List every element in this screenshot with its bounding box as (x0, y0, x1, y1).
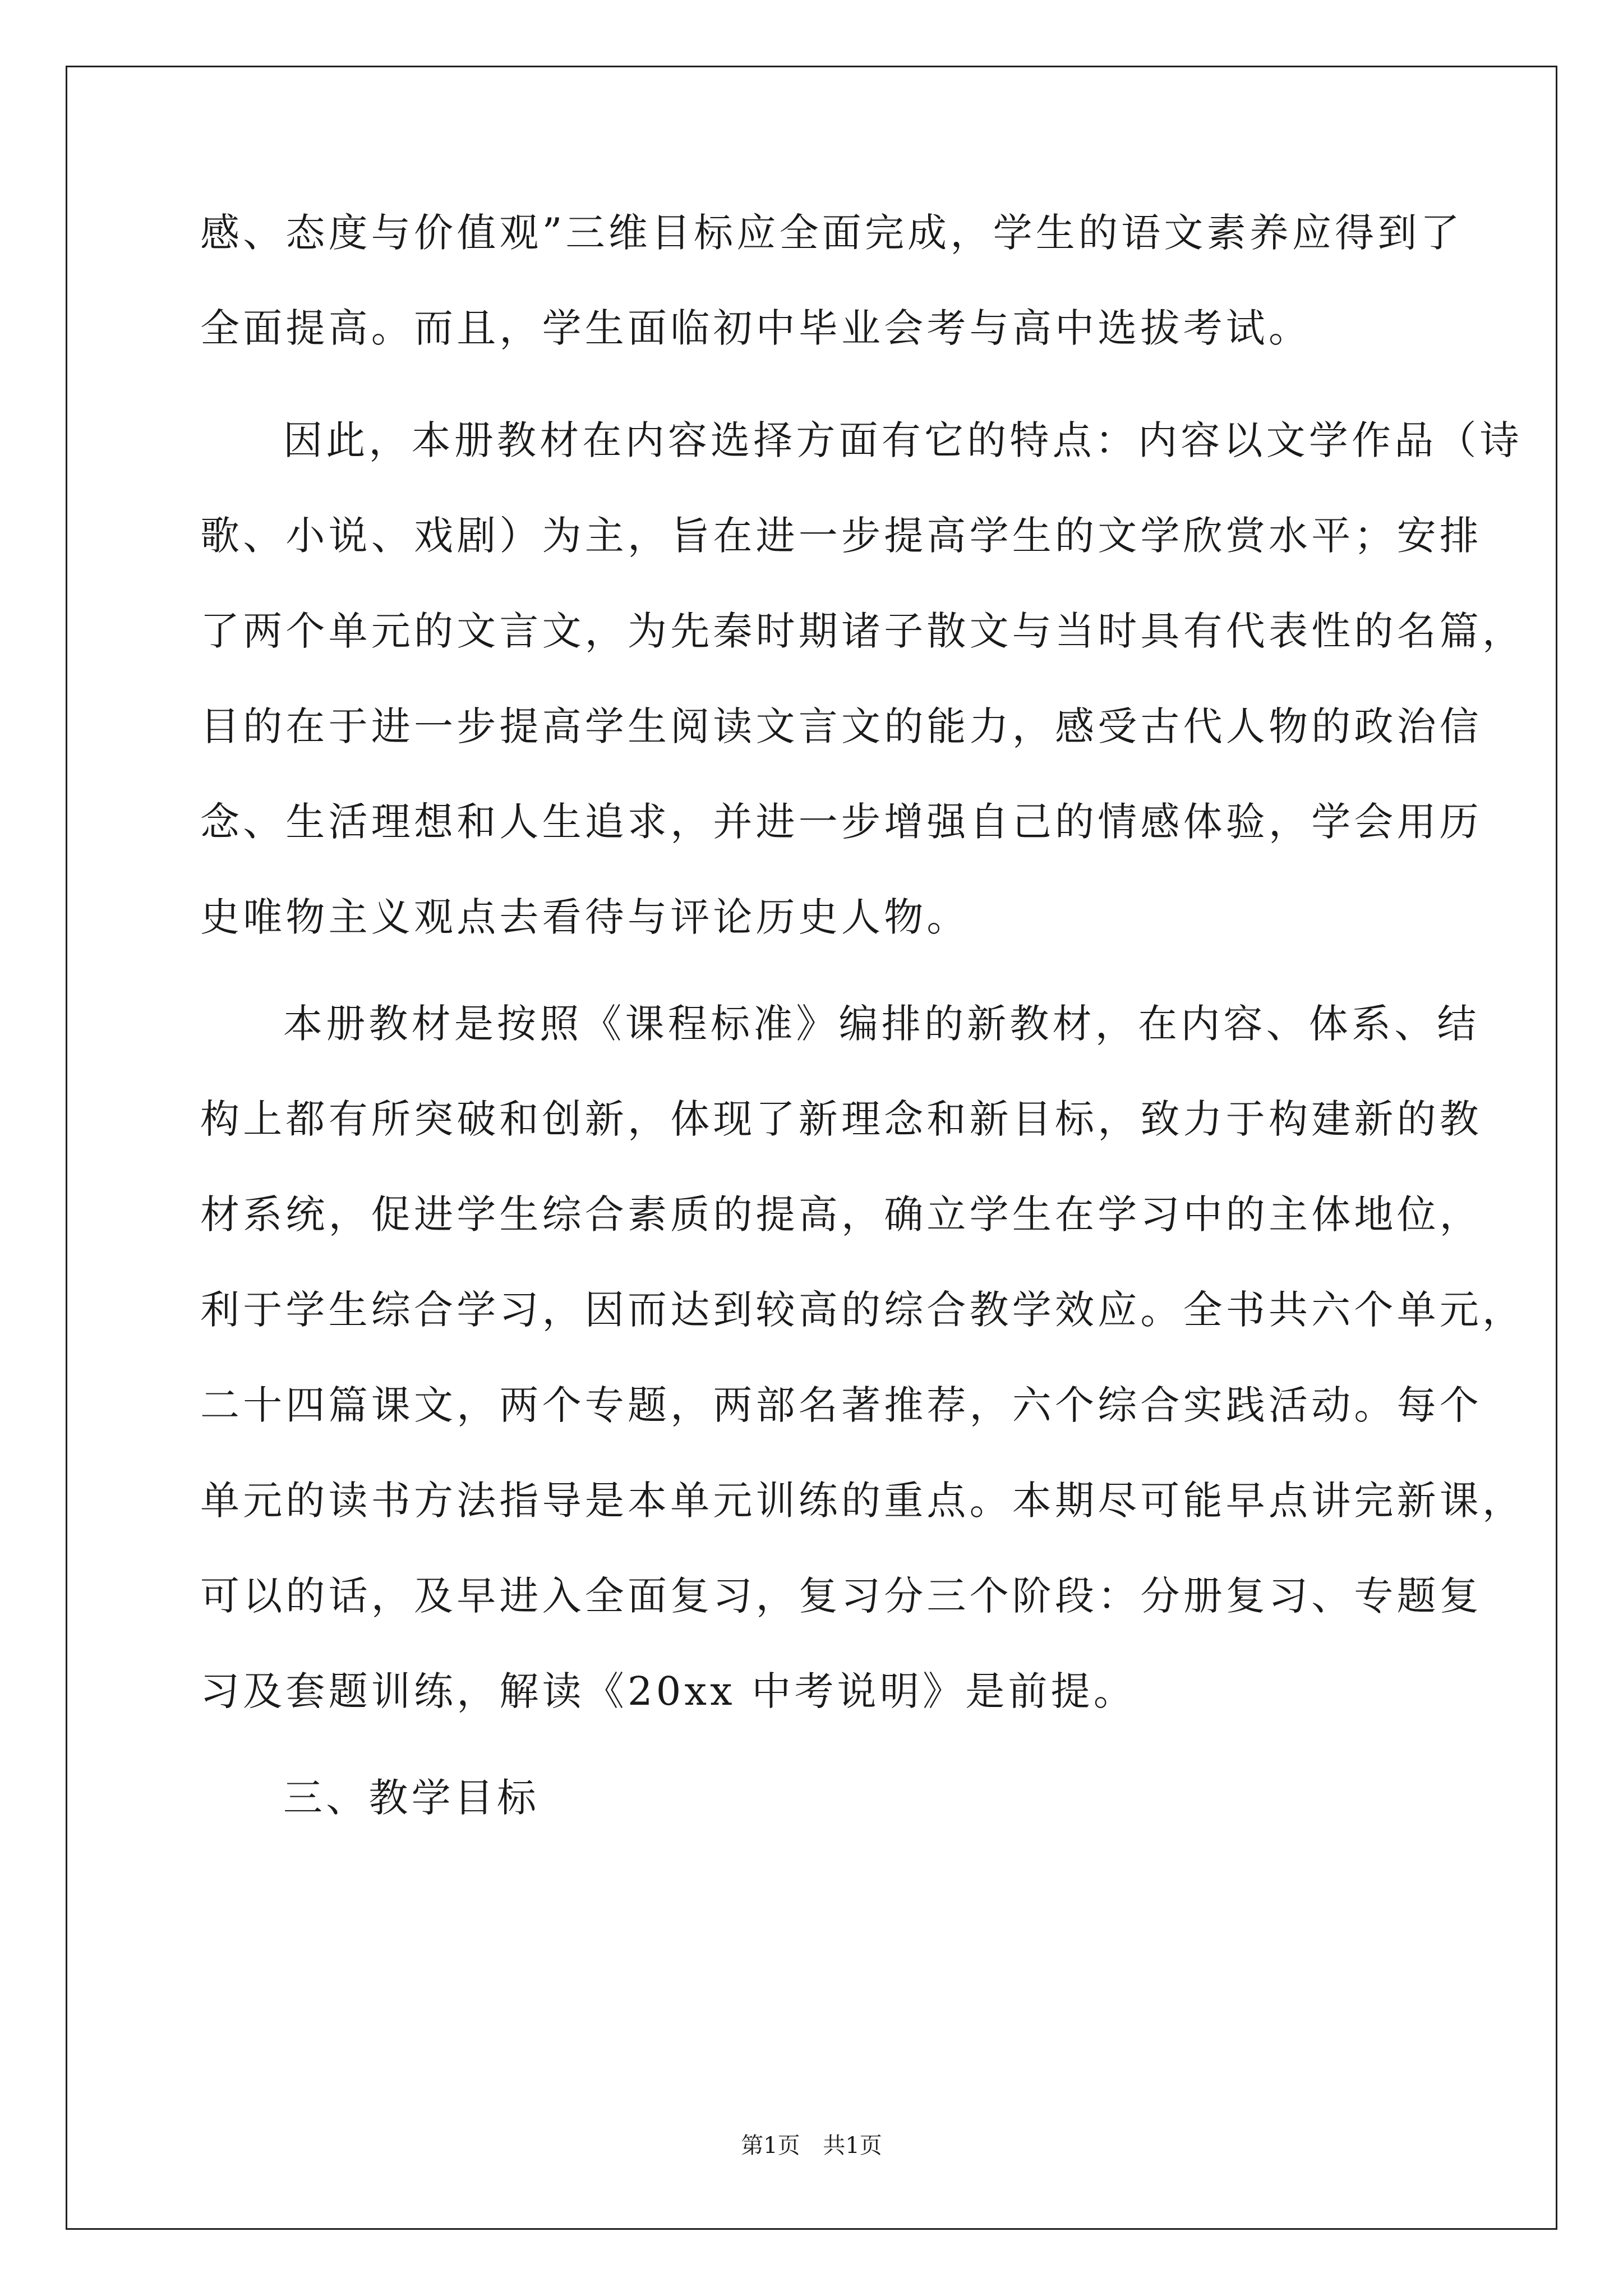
text-line: 感、态度与价值观”三维目标应全面完成，学生的语文素养应得到了 (200, 210, 1463, 256)
text-line: 全面提高。而且，学生面临初中毕业会考与高中选拔考试。 (200, 305, 1312, 351)
text-line: 了两个单元的文言文，为先秦时期诸子散文与当时具有代表性的名篇， (200, 608, 1525, 654)
paragraph-start-line: 因此，本册教材在内容选择方面有它的特点：内容以文学作品（诗 (283, 417, 1523, 463)
text-line: 目的在于进一步提高学生阅读文言文的能力，感受古代人物的政治信 (200, 703, 1482, 749)
page-footer (0, 2129, 1623, 2162)
text-line: 二十四篇课文，两个专题，两部名著推荐，六个综合实践活动。每个 (200, 1382, 1482, 1428)
text-line: 史唯物主义观点去看待与评论历史人物。 (200, 894, 970, 940)
text-line: 利于学生综合学习，因而达到较高的综合教学效应。全书共六个单元， (200, 1287, 1525, 1333)
text-line: 习及套题训练，解读《20xx 中考说明》是前提。 (200, 1668, 1137, 1714)
section-heading: 三、教学目标 (283, 1775, 540, 1821)
text-line: 可以的话，及早进入全面复习，复习分三个阶段：分册复习、专题复 (200, 1573, 1482, 1619)
page-total: 共1页 (823, 2133, 882, 2159)
page-number: 第1页 (741, 2133, 800, 2159)
text-line: 材系统，促进学生综合素质的提高，确立学生在学习中的主体地位， (200, 1191, 1482, 1237)
text-line: 单元的读书方法指导是本单元训练的重点。本期尽可能早点讲完新课， (200, 1478, 1525, 1524)
text-line: 歌、小说、戏剧）为主，旨在进一步提高学生的文学欣赏水平；安排 (200, 513, 1482, 559)
text-line: 念、生活理想和人生追求，并进一步增强自己的情感体验，学会用历 (200, 799, 1482, 845)
paragraph-start-line: 本册教材是按照《课程标准》编排的新教材，在内容、体系、结 (283, 1001, 1480, 1047)
text-line: 构上都有所突破和创新，体现了新理念和新目标，致力于构建新的教 (200, 1096, 1482, 1142)
